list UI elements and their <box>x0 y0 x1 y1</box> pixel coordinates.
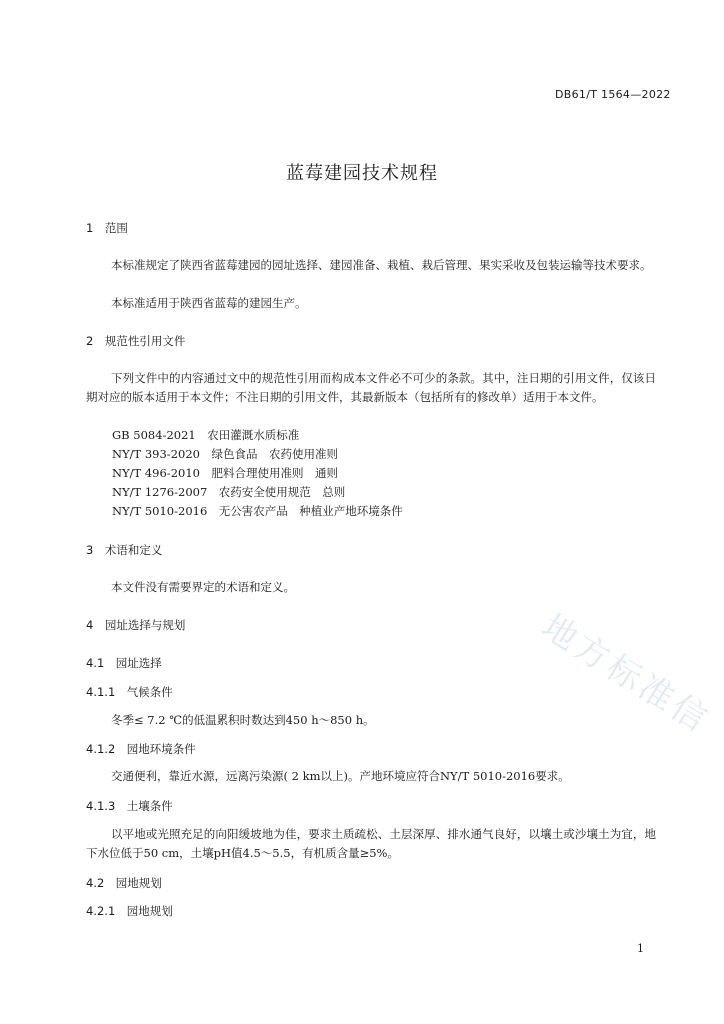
references-intro-paragraph: 下列文件中的内容通过文中的规范性引用而构成本文件必不可少的条款。其中，注日期的引用文件，仅该日期对应的版本适用于本文件；不注日期的引用文件，其最新版本（包括所有的修改单）适用于本文件。 <box>86 371 656 404</box>
document-title: 蓝莓建园技术规程 <box>286 163 438 184</box>
reference-item: NY/T 1276-2007 农药安全使用规范 总则 <box>112 485 346 499</box>
subsection-heading-4-2: 4.2 园地规划 <box>86 876 162 890</box>
standard-number: DB61/T 1564—2022 <box>555 88 671 101</box>
subsection-heading-4-1: 4.1 园址选择 <box>86 656 162 670</box>
subsection-heading-4-2-1: 4.2.1 园地规划 <box>86 904 173 918</box>
climate-paragraph: 冬季≤ 7.2 ℃的低温累积时数达到450 h～850 h。 <box>111 713 375 727</box>
terms-paragraph: 本文件没有需要界定的术语和定义。 <box>111 580 295 594</box>
page-number: 1 <box>637 942 644 955</box>
reference-item: GB 5084-2021 农田灌溉水质标准 <box>112 428 300 442</box>
watermark: 地方标准信 <box>534 606 717 742</box>
environment-paragraph: 交通便利，靠近水源，远离污染源( 2 km以上)。产地环境应符合NY/T 5010-2016要求。 <box>111 769 570 783</box>
section-heading-site-selection: 4 园址选择与规划 <box>86 618 186 632</box>
subsection-heading-4-1-3: 4.1.3 土壤条件 <box>86 799 173 813</box>
subsection-heading-4-1-2: 4.1.2 园地环境条件 <box>86 742 196 756</box>
section-heading-normative-references: 2 规范性引用文件 <box>86 334 186 348</box>
reference-item: NY/T 496-2010 肥料合理使用准则 通则 <box>112 466 338 480</box>
soil-paragraph: 以平地或光照充足的向阳缓坡地为佳，要求土质疏松、土层深厚、排水通气良好，以壤土或沙壤土为宜，地下水位低于50 cm，土壤pH值4.5～5.5，有机质含量≥5%。 <box>86 827 656 860</box>
section-heading-terms: 3 术语和定义 <box>86 543 163 557</box>
scope-paragraph-1: 本标准规定了陕西省蓝莓建园的园址选择、建园准备、栽植、栽后管理、果实采收及包装运输等技术要求。 <box>111 258 652 272</box>
subsection-heading-4-1-1: 4.1.1 气候条件 <box>86 685 173 699</box>
section-heading-scope: 1 范围 <box>86 221 128 235</box>
scope-paragraph-2: 本标准适用于陕西省蓝莓的建园生产。 <box>111 296 307 310</box>
reference-item: NY/T 5010-2016 无公害农产品 种植业产地环境条件 <box>112 504 403 518</box>
reference-item: NY/T 393-2020 绿色食品 农药使用准则 <box>112 447 338 461</box>
